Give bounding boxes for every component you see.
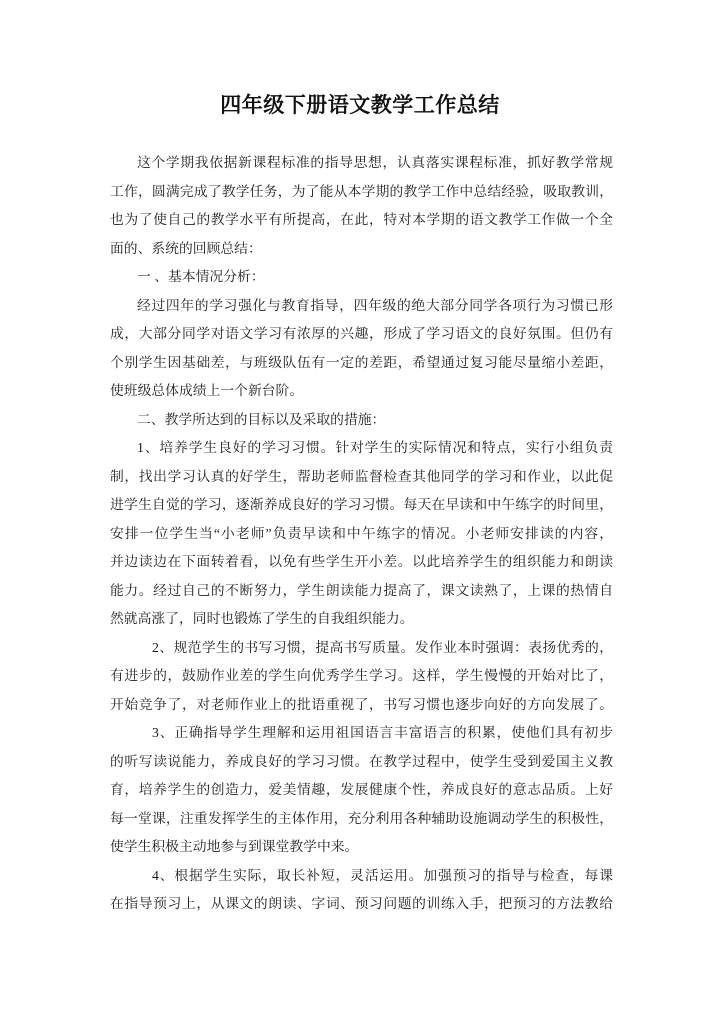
- text-line: 使班级总体成绩上一个新台阶。: [110, 383, 304, 398]
- text-line: 面的、系统的回顾总结：: [110, 240, 262, 256]
- paragraph-basic-situation: [110, 292, 613, 406]
- paragraph-item-4: [110, 862, 613, 919]
- text-line: 育，培养学生的创造力，爱美情趣，发展健康个性，养成良好的意志品质。上好: [110, 782, 613, 797]
- paragraph-item-2: [110, 634, 613, 720]
- text-line: 并边读边在下面转着看，以免有些学生开小差。以此培养学生的组织能力和朗读: [110, 554, 613, 569]
- text-line: 经过四年的学习强化与教育指导，四年级的绝大部分同学各项行为习惯已形: [137, 297, 613, 313]
- text-line: 有进步的，鼓励作业差的学生向优秀学生学习。这样，学生慢慢的开始对比了，: [110, 668, 613, 683]
- text-line: 2、规范学生的书写习惯，提高书写质量。发作业本时强调：表扬优秀的，: [152, 639, 613, 655]
- text-line: 4、根据学生实际，取长补短，灵活运用。加强预习的指导与检查，每课: [152, 867, 613, 883]
- document-body: [110, 149, 613, 919]
- text-line: 这个学期我依据新课程标准的指导思想，认真落实课程标准，抓好教学常规: [137, 155, 613, 170]
- text-line: 能力。经过自己的不断努力，学生朗读能力提高了，课文读熟了，上课的热情自: [110, 582, 613, 598]
- text-line: 在指导预习上，从课文的朗读、字词、预习问题的训练入手，把预习的方法教给: [110, 896, 613, 911]
- text-line: 制，找出学习认真的好学生，帮助老师监督检查其他同学的学习和作业，以此促: [110, 468, 613, 484]
- paragraph-item-1: [110, 434, 613, 634]
- text-line: 个别学生因基础差，与班级队伍有一定的差距，希望通过复习能尽量缩小差距，: [110, 354, 613, 370]
- paragraph-intro: [110, 149, 613, 263]
- text-line: 3、正确指导学生理解和运用祖国语言丰富语言的积累，使他们具有初步: [152, 725, 613, 740]
- text-line: 开始竞争了，对老师作业上的批语重视了，书写习惯也逐步向好的方向发展了。: [110, 696, 613, 712]
- section-heading: 一 、基本情况分析：: [137, 269, 265, 284]
- text-line: 成，大部分同学对语文学习有浓厚的兴趣，形成了学习语文的良好氛围。但仍有: [110, 326, 613, 341]
- document-title: 四年级下册语文教学工作总结: [220, 93, 500, 117]
- text-line: 的听写读说能力，养成良好的学习习惯。在教学过程中，使学生受到爱国主义教: [110, 753, 613, 769]
- section-heading: 二、教学所达到的目标以及采取的措施：: [137, 411, 386, 427]
- section-heading-basic-situation: [110, 263, 613, 292]
- text-line: 进学生自觉的学习，逐渐养成良好的学习习惯。每天在早读和中午练字的时间里，: [110, 497, 613, 512]
- paragraph-item-3: [110, 719, 613, 862]
- text-line: 使学生积极主动地参与到课堂教学中来。: [110, 839, 359, 854]
- section-heading-goals-measures: [110, 406, 613, 435]
- text-line: 工作，圆满完成了教学任务，为了能从本学期的教学工作中总结经验，吸取教训，: [110, 183, 613, 199]
- text-line: 也为了使自己的教学水平有所提高，在此，特对本学期的语文教学工作做一个全: [110, 212, 613, 227]
- text-line: 每一堂课，注重发挥学生的主体作用，充分利用各种辅助设施调动学生的积极性，: [110, 810, 613, 826]
- text-line: 安排一位学生当“小老师”负责早读和中午练字的情况。小老师安排读的内容，: [110, 525, 613, 541]
- text-line: 然就高涨了，同时也锻炼了学生的自我组织能力。: [110, 611, 414, 626]
- text-line: 1、培养学生良好的学习习惯。针对学生的实际情况和特点，实行小组负责: [137, 440, 613, 455]
